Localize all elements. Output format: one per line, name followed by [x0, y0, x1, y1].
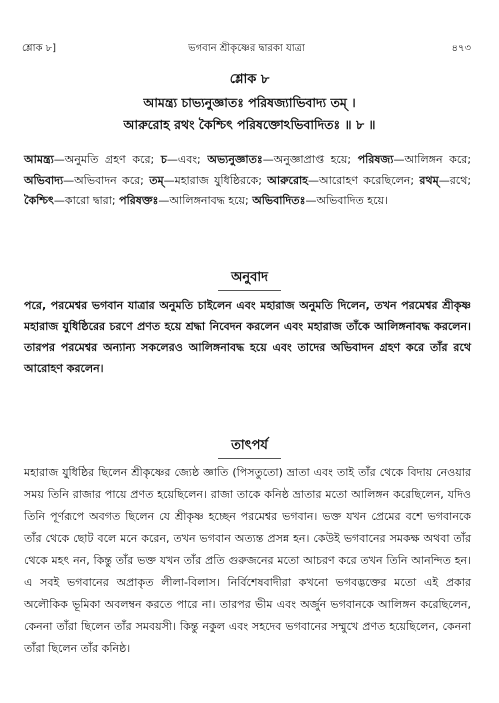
translation-heading: অনুবাদ — [231, 270, 268, 285]
synonym-meaning: রথে; — [449, 173, 472, 187]
purport-heading: তাৎপর্য — [231, 438, 268, 453]
synonym-entry: পরিষজ্য—আলিঙ্গন করে; — [357, 153, 472, 166]
synonym-meaning: অনুজ্ঞাপ্রাপ্ত হয়ে; — [273, 153, 352, 166]
synonym-entry: আরুরোহ—আরোহণ করেছিলেন; — [267, 173, 415, 187]
synonym-word: অভিবাদিতঃ — [252, 194, 306, 207]
synonym-entry: অভ্যনুজ্ঞাতঃ—অনুজ্ঞাপ্রাপ্ত হয়ে; — [207, 153, 352, 166]
synonym-entry: আমন্ত্র্য—অনুমতি গ্রহণ করে; — [24, 153, 155, 166]
synonym-entry: পরিষক্তঃ—আলিঙ্গনাবদ্ধ হয়ে; — [119, 194, 249, 207]
synonym-entry: কৈশ্চিৎ—কারো দ্বারা; — [24, 194, 116, 207]
synonym-word: আমন্ত্র্য — [24, 153, 54, 166]
synonym-entry: চ—এবং; — [160, 153, 201, 166]
synonym-word: চ — [160, 153, 167, 166]
synonym-meaning: অভিবাদিত হয়ে। — [316, 194, 388, 207]
verse-label: শ্লোক ৮ — [229, 72, 270, 87]
synonym-word: তম্ — [149, 173, 164, 187]
running-head-verse-ref: শ্লোক ৮] — [22, 43, 57, 54]
synonym-meaning: কারো দ্বারা; — [64, 194, 116, 207]
synonym-word: অভ্যনুজ্ঞাতঃ — [207, 153, 263, 166]
synonym-word: পরিষক্তঃ — [119, 194, 159, 207]
running-head — [22, 40, 471, 58]
synonym-meaning: আলিঙ্গন করে; — [404, 153, 472, 166]
synonym-word: অভিবাদ্য — [24, 173, 64, 187]
synonym-word: পরিষজ্য — [357, 153, 394, 166]
synonym-entry: অভিবাদ্য—অভিবাদন করে; — [24, 173, 144, 187]
verse-line: আরুরোহ রথং কৈশ্চিৎ পরিষক্তোঽভিবাদিতঃ ॥ ৮ ॥ — [123, 117, 376, 132]
synonym-word: কৈশ্চিৎ — [24, 194, 54, 207]
synonym-meaning: অনুমতি গ্রহণ করে; — [64, 153, 155, 166]
synonym-entry: রথম্—রথে; — [419, 173, 472, 187]
synonym-meaning: এবং; — [177, 153, 201, 166]
verse-line: আমন্ত্র্য চাভ্যনুজ্ঞাতঃ পরিষজ্যাভিবাদ্য তম্ । — [143, 95, 356, 110]
synonym-word: আরুরোহ — [267, 173, 308, 187]
translation-heading-underline — [218, 290, 281, 291]
synonym-meaning: আরোহণ করেছিলেন; — [318, 173, 415, 187]
page-number: ৪৭৩ — [451, 43, 471, 54]
synonym-meaning: আলিঙ্গনাবদ্ধ হয়ে; — [169, 194, 249, 207]
translation-text: পরে, পরমেশ্বর ভগবান যাত্রার অনুমতি চাইলেন এবং মহারাজ অনুমতি দিলেন, তখন পরমেশ্বর শ্রীকৃষ্ণ মহারাজ যুধিষ্ঠিরের চরণে প্রণত হয়ে শ্রদ্ধা নিবেদন করলেন এবং মহারাজ তাঁকে আলিঙ্গনাবদ্ধ করলেন। তারপর পরমেশ্বর অন্যান্য সকলেরও আলিঙ্গনাবদ্ধ হয়ে এবং তাদের অভিবাদন গ্রহণ করে তাঁর রথে আরোহণ করলেন। — [24, 299, 471, 375]
running-head-chapter-title: ভগবান শ্রীকৃষ্ণের দ্বারকা যাত্রা — [188, 43, 305, 54]
synonym-meaning: মহারাজ যুধিষ্ঠিরকে; — [174, 173, 262, 187]
synonym-entry: তম্—মহারাজ যুধিষ্ঠিরকে; — [149, 173, 262, 187]
purport-text: মহারাজ যুধিষ্ঠির ছিলেন শ্রীকৃষ্ণের জ্যেষ্ঠ জ্ঞাতি (পিসতুতো) ভ্রাতা এবং তাই তাঁর থেকে বিদায় নেওয়ার সময় তিনি রাজার পায়ে প্রণত হয়েছিলেন। রাজা তাকে কনিষ্ঠ ভ্রাতার মতো আলিঙ্গন করেছিলেন, যদিও তিনি পূর্ণরূপে অবগত ছিলেন যে শ্রীকৃষ্ণ হচ্ছেন পরমেশ্বর ভগবান। ভক্ত যখন প্রেমের বশে ভগবানকে তাঁর থেকে ছোট বলে মনে করেন, তখন ভগবান অত্যন্ত প্রসন্ন হন। কেউই ভগবানের সমকক্ষ অথবা তাঁর থেকে মহৎ নন, কিন্তু তাঁর ভক্ত যখন তাঁর প্রতি গুরুজনের মতো আচরণ করে তখন তিনি আনন্দিত হন। এ সবই ভগবানের অপ্রাকৃত লীলা-বিলাস। নির্বিশেষবাদীরা কখনো ভগবদ্ভক্তের মতো এই প্রকার অলৌকিক ভূমিকা অবলম্বন করতে পারে না। তারপর ভীম এবং অর্জুন ভগবানকে আলিঙ্গন করেছিলেন, কেননা তাঁরা ছিলেন তাঁর সমবয়সী। কিন্তু নকুল এবং সহদেব ভগবানের সম্মুখে প্রণত হয়েছিলেন, কেননা তাঁরা ছিলেন তাঁর কনিষ্ঠ। — [24, 466, 471, 655]
synonym-entry: অভিবাদিতঃ—অভিবাদিত হয়ে। — [252, 194, 388, 207]
synonyms — [24, 150, 471, 212]
verse-text — [0, 92, 499, 136]
purport-heading-underline — [218, 458, 281, 459]
synonym-word: রথম্ — [419, 173, 439, 187]
synonym-meaning: অভিবাদন করে; — [74, 173, 144, 187]
